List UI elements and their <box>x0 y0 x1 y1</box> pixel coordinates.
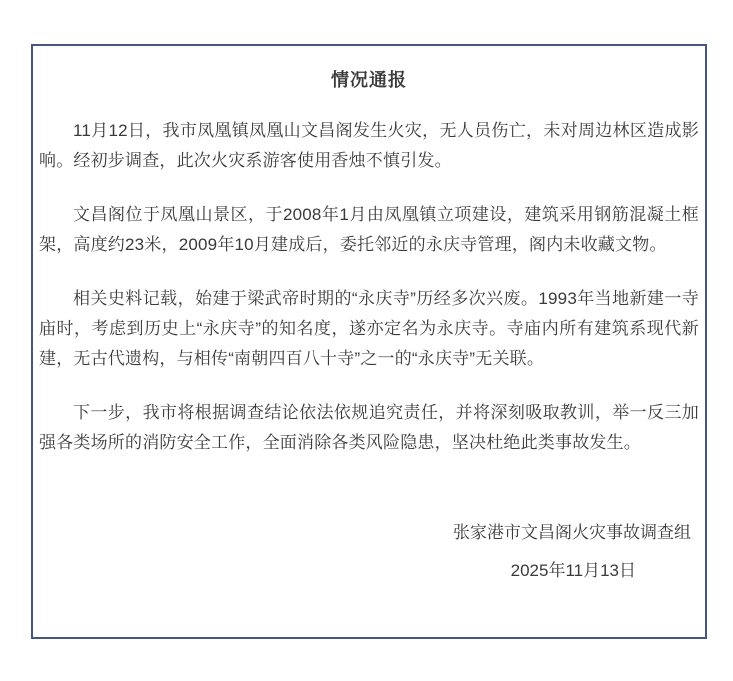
notice-footer <box>39 518 699 586</box>
notice-paragraph-2: 文昌阁位于凤凰山景区，于2008年1月由凤凰镇立项建设，建筑采用钢筋混凝土框架，高度约23米，2009年10月建成后，委托邻近的永庆寺管理，阁内未收藏文物。 <box>39 205 699 254</box>
notice-paragraph-3: 相关史料记载，始建于梁武帝时期的“永庆寺”历经多次兴废。1993年当地新建一寺庙时，考虑到历史上“永庆寺”的知名度，遂亦定名为永庆寺。寺庙内所有建筑系现代新建，无古代遗构，与相传“南朝四百八十寺”之一的“永庆寺”无关联。 <box>39 289 699 368</box>
notice-body <box>39 116 699 458</box>
signature: 张家港市文昌阁火灾事故调查组 <box>453 523 691 542</box>
notice-box <box>31 44 707 639</box>
notice-paragraph-1: 11月12日，我市凤凰镇凤凰山文昌阁发生火灾，无人员伤亡，未对周边林区造成影响。经初步调查，此次火灾系游客使用香烛不慎引发。 <box>39 121 699 170</box>
date: 2025年11月13日 <box>510 561 636 580</box>
notice-title: 情况通报 <box>331 70 407 90</box>
notice-paragraph-4: 下一步，我市将根据调查结论依法依规追究责任，并将深刻吸取教训，举一反三加强各类场所的消防安全工作，全面消除各类风险隐患，坚决杜绝此类事故发生。 <box>39 403 699 452</box>
